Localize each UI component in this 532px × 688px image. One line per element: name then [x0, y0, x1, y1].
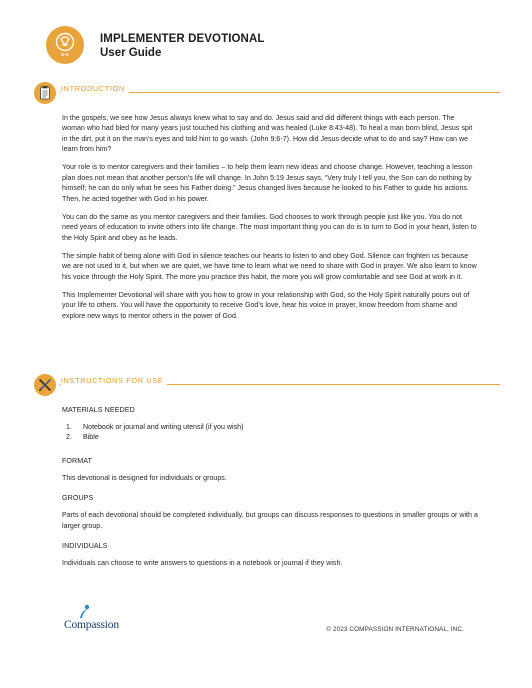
logo-code: D-1	[61, 53, 69, 58]
clipboard-icon	[34, 82, 56, 104]
individuals-block	[62, 542, 478, 568]
intro-paragraph: The simple habit of being alone with God in silence teaches our hearts to listen to and obey God. Silence can frighten us because we are not used to it, but when we are quiet, we have time to learn what we need to share with God in prayer. We also learn to know his voice through the Holy Spirit. The more you practice this habit, the more you will grow comfortable and see God at work in it.	[62, 251, 477, 281]
individuals-text: Individuals can choose to write answers to questions in a notebook or journal if they wish.	[62, 559, 343, 568]
pencil-tools-icon	[34, 374, 56, 396]
document-subtitle: User Guide	[100, 47, 162, 59]
section-title-introduction: INTRODUCTION	[61, 84, 129, 93]
materials-list	[62, 422, 478, 443]
groups-heading: GROUPS	[62, 494, 94, 503]
list-item-number: 2.	[66, 433, 72, 442]
intro-paragraph: Your role is to mentor caregivers and their families – to help them learn new ideas and choose change. However, teaching a lesson plan does not mean that another person’s life will change. In John 5:19 Jesus says, “Very truly I tell you, the Son can do nothing by himself; he can do only what he sees his Father doing.” Jesus changed lives because he looked to his Father to guide his actions. Then, he acted together with God in his power.	[62, 163, 473, 203]
compassion-logo	[64, 604, 134, 634]
brand-name: Compassion	[64, 619, 119, 631]
section-title-instructions: INSTRUCTIONS FOR USE	[61, 376, 167, 385]
title-block	[100, 32, 400, 60]
materials-heading: MATERIALS NEEDED	[62, 406, 135, 414]
list-item-number: 1.	[66, 423, 72, 431]
intro-paragraph: This Implementer Devotional will share with you how to grow in your relationship with God, so the Holy Spirit naturally pours out of your life to others. You will have the opportunity to receive God’s love, hear his voice in prayer, know freedom from shame and explore new ways to mentor others in the power of God.	[62, 290, 470, 320]
list-item	[66, 432, 478, 442]
groups-text: Parts of each devotional should be completed individually, but groups can discuss responses to questions in smaller groups or with a larger group.	[62, 511, 478, 530]
format-text: This devotional is designed for individuals or groups.	[62, 473, 227, 482]
groups-block	[62, 494, 478, 531]
list-item	[66, 422, 478, 432]
devotional-logo-icon	[46, 26, 84, 64]
list-item-text: Notebook or journal and writing utensil (if you wish)	[83, 423, 244, 431]
intro-paragraph: In the gospels, we see how Jesus always knew what to say and do. Jesus said and did different things with each person. The woman who had bled for many years just touched his clothing and was healed (Luke 8:43-48). To heal a man born blind, Jesus spit in the dirt, put it on the man’s eyes and told him to go wash. (John 9:6-7). How did Jesus decide what to do and say? How can we learn from him?	[62, 114, 473, 154]
introduction-body	[62, 113, 478, 329]
section-header-instructions	[34, 374, 500, 396]
document-title: IMPLEMENTER DEVOTIONAL	[100, 33, 265, 45]
format-block	[62, 457, 478, 483]
instructions-body	[62, 406, 478, 579]
compassion-mark-icon	[78, 604, 92, 619]
list-item-text: Bible	[83, 433, 99, 442]
individuals-heading: INDIVIDUALS	[62, 542, 108, 551]
format-heading: FORMAT	[62, 456, 93, 465]
copyright-notice: © 2023 COMPASSION INTERNATIONAL, INC.	[326, 626, 464, 633]
intro-paragraph: You can do the same as you mentor caregivers and their families. God chooses to work through people just like you. You do not need years of education to invite others into life change. The most important thing you can do is to turn to God in your heart, listen to the Holy Spirit and obey as he leads.	[62, 212, 477, 242]
document-footer	[0, 604, 532, 634]
section-header-introduction	[34, 82, 500, 104]
